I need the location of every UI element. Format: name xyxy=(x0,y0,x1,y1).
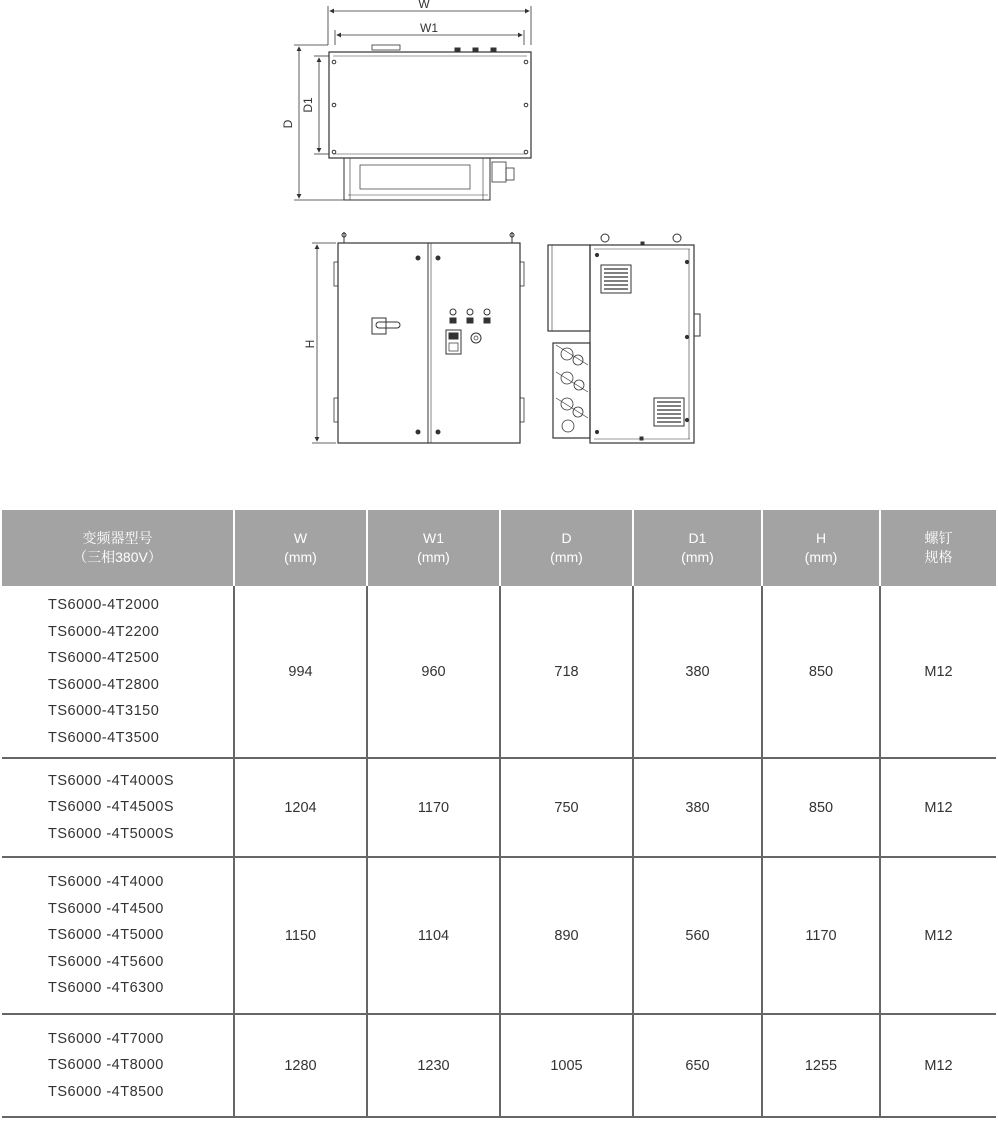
cell-h: 850 xyxy=(762,586,880,758)
dimension-drawings xyxy=(0,0,998,470)
cell-screw: M12 xyxy=(880,758,996,857)
cell-h: 1255 xyxy=(762,1014,880,1117)
header-w1: W1 (mm) xyxy=(367,510,500,586)
cell-w: 1280 xyxy=(234,1014,367,1117)
cell-d: 890 xyxy=(500,857,633,1014)
cell-w: 1204 xyxy=(234,758,367,857)
dim-d-label: D xyxy=(281,119,295,129)
cell-screw: M12 xyxy=(880,857,996,1014)
top-view-drawing xyxy=(281,0,531,200)
cell-d: 750 xyxy=(500,758,633,857)
cell-h: 850 xyxy=(762,758,880,857)
table-row xyxy=(2,1014,996,1117)
cell-d: 1005 xyxy=(500,1014,633,1117)
header-model: 变频器型号 （三相380V） xyxy=(2,510,234,586)
header-h: H (mm) xyxy=(762,510,880,586)
header-d1: D1 (mm) xyxy=(633,510,762,586)
table-header-row xyxy=(2,510,996,586)
cell-d1: 380 xyxy=(633,586,762,758)
cell-w1: 1170 xyxy=(367,758,500,857)
table-row xyxy=(2,586,996,758)
header-screw: 螺钉 规格 xyxy=(880,510,996,586)
header-w: W (mm) xyxy=(234,510,367,586)
cell-d: 718 xyxy=(500,586,633,758)
cell-w1: 960 xyxy=(367,586,500,758)
dim-w1-label: W1 xyxy=(420,21,438,35)
cell-h: 1170 xyxy=(762,857,880,1014)
cell-w1: 1104 xyxy=(367,857,500,1014)
model-list: TS6000 -4T4000 TS6000 -4T4500 TS6000 -4T5000 TS6000 -4T5600 TS6000 -4T6300 xyxy=(2,857,234,1014)
cell-w: 1150 xyxy=(234,857,367,1014)
model-list: TS6000 -4T7000 TS6000 -4T8000 TS6000 -4T8500 xyxy=(2,1014,234,1117)
front-view-drawing xyxy=(303,232,524,443)
header-d: D (mm) xyxy=(500,510,633,586)
dim-w-label: W xyxy=(418,0,430,11)
cell-d1: 380 xyxy=(633,758,762,857)
cell-w1: 1230 xyxy=(367,1014,500,1117)
cell-d1: 560 xyxy=(633,857,762,1014)
model-list: TS6000-4T2000 TS6000-4T2200 TS6000-4T2500 TS6000-4T2800 TS6000-4T3150 TS6000-4T3500 xyxy=(2,586,234,758)
table-row xyxy=(2,857,996,1014)
dim-d1-label: D1 xyxy=(301,97,315,113)
cell-d1: 650 xyxy=(633,1014,762,1117)
spec-table xyxy=(2,510,996,1118)
cell-screw: M12 xyxy=(880,586,996,758)
dim-h-label: H xyxy=(303,339,317,349)
cell-screw: M12 xyxy=(880,1014,996,1117)
side-view-drawing xyxy=(548,234,700,443)
model-list: TS6000 -4T4000S TS6000 -4T4500S TS6000 -4T5000S xyxy=(2,758,234,857)
table-row xyxy=(2,758,996,857)
cell-w: 994 xyxy=(234,586,367,758)
